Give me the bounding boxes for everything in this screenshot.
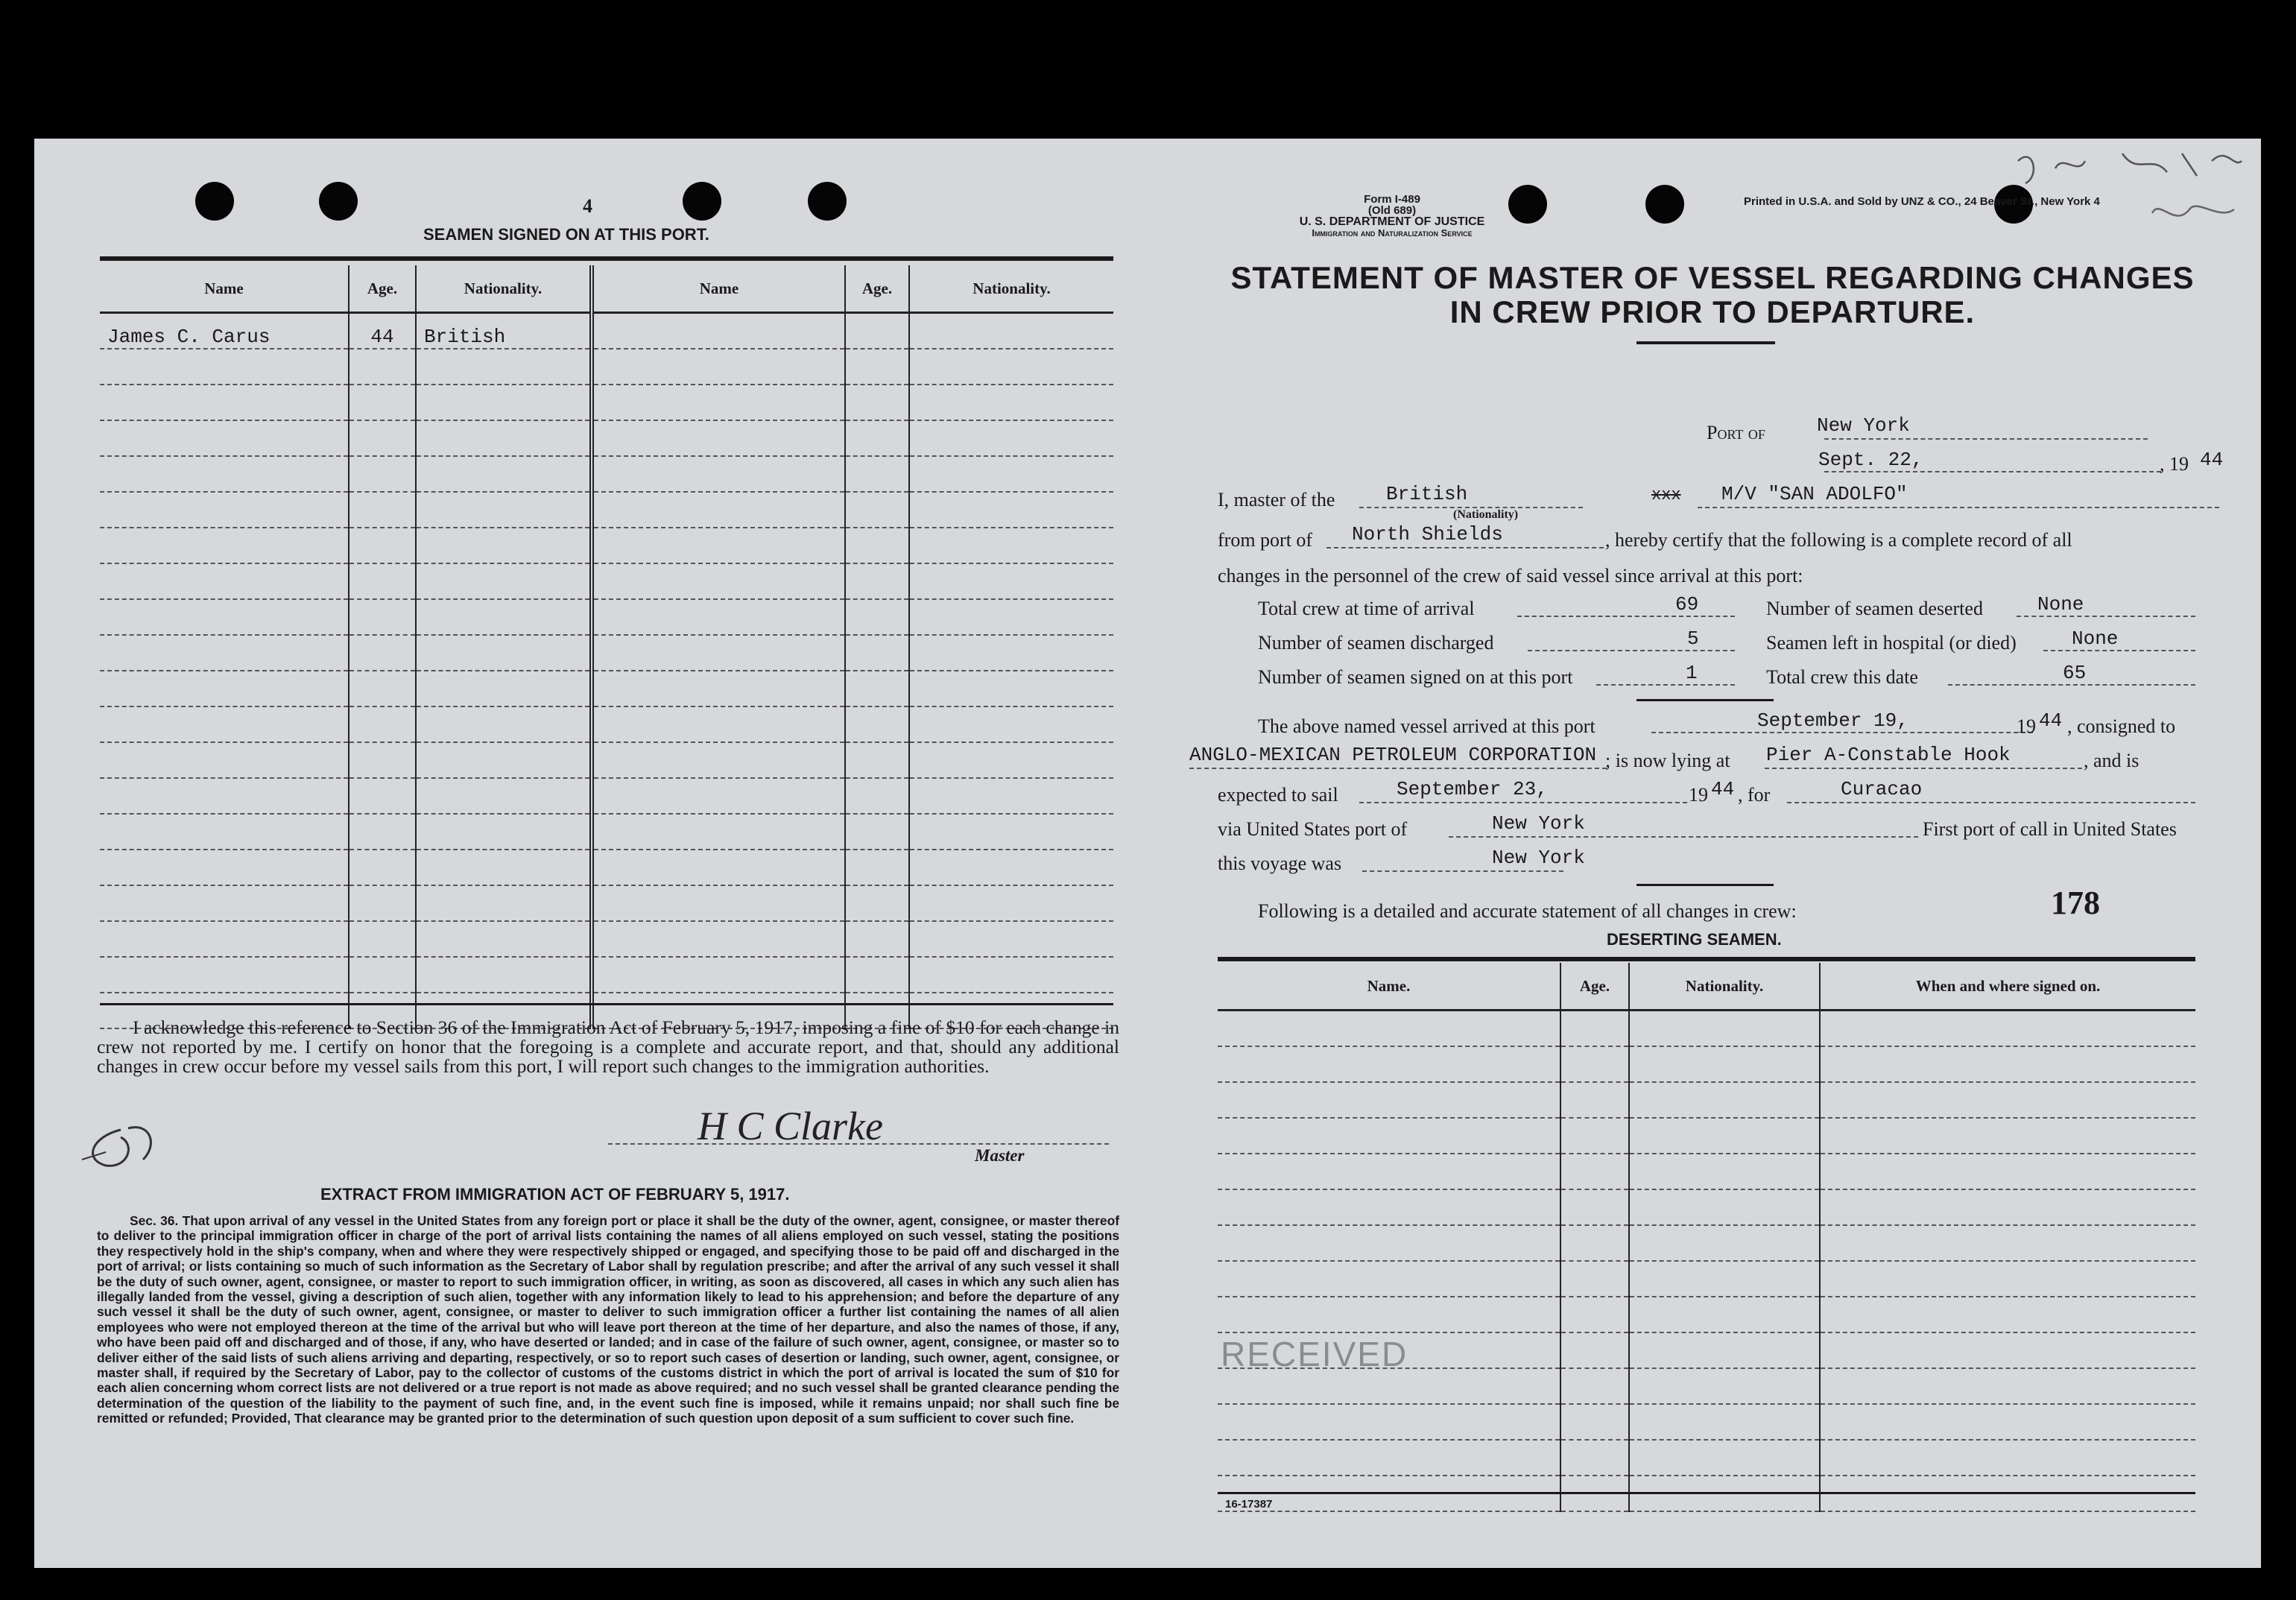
total-arrival-value: 69 <box>1675 593 1699 616</box>
column-header: Nationality. <box>973 279 1051 297</box>
form-number <box>1243 194 1541 238</box>
year-prefix: , 19 <box>2160 453 2189 475</box>
arrived-label: The above named vessel arrived at this port <box>1258 715 1596 737</box>
right-page <box>1154 139 2261 1568</box>
punch-hole <box>319 182 358 221</box>
column-header: Nationality. <box>1629 963 1820 1011</box>
and-is: , and is <box>2084 750 2140 771</box>
lying-value: Pier A-Constable Hook <box>1766 744 2011 766</box>
form-title <box>1213 261 2212 329</box>
via-label: via United States port of <box>1218 818 1408 840</box>
from-port-value: North Shields <box>1352 523 1503 546</box>
consignee-value: ANGLO-MEXICAN PETROLEUM CORPORATION <box>1189 744 1597 766</box>
hospital-label: Seamen left in hospital (or died) <box>1766 632 2017 654</box>
discharged-label: Number of seamen discharged <box>1258 632 1494 654</box>
page-number: 4 <box>583 195 592 217</box>
for-label: , for <box>1738 784 1771 806</box>
table-row <box>100 814 1113 850</box>
master-of-label: I, master of the <box>1218 489 1335 510</box>
punch-hole <box>808 182 847 221</box>
table-row <box>100 385 1113 420</box>
stats-rule <box>1636 699 1774 701</box>
voyage-line <box>1362 870 1563 872</box>
table-row <box>1218 1261 2195 1297</box>
table-row <box>1218 1082 2195 1118</box>
date-line <box>1824 471 2161 472</box>
title-line-1: STATEMENT OF MASTER OF VESSEL REGARDING CHANGES <box>1230 260 2195 295</box>
deserted-value: None <box>2037 593 2084 616</box>
column-header: Name <box>100 265 349 313</box>
department: U. S. DEPARTMENT OF JUSTICE <box>1299 215 1485 228</box>
signed-on-heading: SEAMEN SIGNED ON AT THIS PORT. <box>423 225 709 244</box>
certify-text: , hereby certify that the following is a complete record of all <box>1605 529 2072 551</box>
expected-label: expected to sail <box>1218 784 1338 806</box>
table-row <box>100 957 1113 993</box>
handwritten-mark <box>76 1115 173 1174</box>
consignee-line <box>1189 768 1607 769</box>
table-row <box>100 420 1113 456</box>
signed-on-table <box>100 265 1113 1029</box>
first-port-label: First port of call in United States <box>1923 818 2177 840</box>
voyage-value: New York <box>1492 847 1585 869</box>
arrived-19: 19 <box>2017 715 2036 737</box>
table-row <box>100 885 1113 921</box>
deserted-label: Number of seamen deserted <box>1766 598 1983 619</box>
expected-value: September 23, <box>1397 778 1548 800</box>
table-row <box>100 599 1113 635</box>
service: Immigration and Naturalization Service <box>1312 227 1473 238</box>
lying-label: ; is now lying at <box>1605 750 1730 771</box>
column-header: Name. <box>1218 963 1560 1011</box>
table-row <box>100 635 1113 671</box>
table-row <box>100 528 1113 563</box>
from-port-line <box>1326 547 1604 548</box>
voyage-rule <box>1636 884 1774 886</box>
expected-line <box>1359 802 1687 803</box>
table-row <box>100 706 1113 742</box>
received-stamp: RECEIVED <box>1221 1335 1408 1373</box>
total-date-value: 65 <box>2063 662 2087 684</box>
sheet-number: 178 <box>2051 885 2100 921</box>
table-row <box>1218 1118 2195 1154</box>
punch-hole <box>683 182 721 221</box>
table-row <box>1218 1297 2195 1332</box>
table-row <box>100 850 1113 885</box>
table-row <box>100 492 1113 528</box>
from-port-label: from port of <box>1218 529 1313 551</box>
port-label: Port of <box>1707 422 1765 443</box>
total-arrival-label: Total crew at time of arrival <box>1258 598 1475 619</box>
arrived-year: 44 <box>2039 709 2063 732</box>
deserting-bottom-rule <box>1218 1492 2195 1494</box>
hospital-value: None <box>2072 627 2119 650</box>
left-page <box>34 139 1155 1568</box>
handwritten-annotation <box>1973 139 2257 265</box>
lying-line <box>1765 768 2082 769</box>
column-header: When and where signed on. <box>1915 976 2101 995</box>
arrived-value: September 19, <box>1757 709 1908 732</box>
via-line <box>1449 836 1918 838</box>
seaman-nationality: British <box>416 313 592 350</box>
title-rule <box>1636 341 1775 344</box>
footer-code: 16-17387 <box>1225 1498 1273 1511</box>
table-row <box>100 778 1113 814</box>
table-row <box>100 671 1113 706</box>
table-row <box>100 563 1113 599</box>
extract-title: EXTRACT FROM IMMIGRATION ACT OF FEBRUARY 5, 1917. <box>320 1185 790 1204</box>
signed-on-value: 1 <box>1686 662 1698 684</box>
punch-hole <box>195 182 234 221</box>
deserting-table <box>1218 963 2195 1512</box>
extract-text: Sec. 36. That upon arrival of any vessel in the United States from any foreign port or place it shall be the duty of the owner, agent, consignee, or master thereof to deliver to the principal immigration officer in charge of the port of arrival lists containing the names of all aliens employed on such vessel, stating the positions they respectively hold in the ship's company, when and where they were respectively shipped or engaged, and specifying those to be paid off and discharged in the port of arrival; or lists containing so much of such information as the Secretary of Labor shall by regulation prescribe; and after the arrival of any such vessel it shall be the duty of such owner, agent, consignee, or master to report to such immigration officer, in writing, as soon as discovered, all cases in which any such alien has illegally landed from the vessel, giving a description of such alien, together with any information likely to lead to his apprehension; and before the departure of any such vessel it shall be the duty of such owner, agent, consignee, or master to deliver to such immigration officer a further list containing the names of all alien employees who were not employed thereon at the time of the arrival but who will leave port thereon at the time of her departure, and also the names of those, if any, who have been paid off and discharged and of those, if any, who have deserted or landed; and in case of the failure of such owner, agent, consignee, or master so to deliver either of the said lists of such aliens arriving and departing, respectively, or so to report such cases of desertion or landing, such owner, agent, consignee, or master shall, if required by the Secretary of Labor, pay to the collector of customs of the customs district in which the port of arrival is located the sum of $10 for each alien concerning whom correct lists are not delivered or a true report is not made as above required; and no such vessel shall be granted clearance pending the determination of the question of the liability to the payment of such fine, and, in the event such fine is imposed, while it remains unpaid; nor shall such fine be remitted or refunded; Provided, That clearance may be granted prior to the determination of such question upon deposit of a sum sufficient to cover such fine. <box>97 1213 1119 1426</box>
table-row <box>100 313 1113 350</box>
discharged-value: 5 <box>1687 627 1699 650</box>
column-header: Name <box>592 265 845 313</box>
port-value: New York <box>1817 414 1910 437</box>
master-signature: H C Clarke <box>698 1104 883 1148</box>
for-value: Curacao <box>1841 778 1923 800</box>
signature-line <box>608 1143 1109 1145</box>
table-row <box>1218 1011 2195 1047</box>
total-date-line <box>1948 684 2195 686</box>
table-row <box>100 921 1113 957</box>
for-line <box>1787 802 2195 803</box>
form-no: Form I-489 <box>1364 193 1420 206</box>
table-row <box>1218 1404 2195 1440</box>
table-row <box>100 456 1113 492</box>
port-line <box>1824 438 2148 440</box>
nationality-value: British <box>1386 483 1468 505</box>
voyage-label: this voyage was <box>1218 853 1342 874</box>
via-value: New York <box>1492 812 1585 835</box>
discharged-line <box>1528 650 1735 651</box>
vessel-line <box>1698 507 2219 508</box>
table-row <box>1218 1225 2195 1261</box>
signed-on-label: Number of seamen signed on at this port <box>1258 666 1573 688</box>
hospital-line <box>2043 650 2195 651</box>
deserting-top-rule <box>1218 957 2195 961</box>
table-row <box>1218 1440 2195 1476</box>
table-row <box>1218 1154 2195 1189</box>
table-row <box>100 742 1113 778</box>
seaman-name: James C. Carus <box>100 313 349 350</box>
printer-note: Printed in U.S.A. and Sold by UNZ & CO., 24 Beaver St., New York 4 <box>1744 195 2100 208</box>
column-header: Age. <box>845 265 909 313</box>
following-text: Following is a detailed and accurate statement of all changes in crew: <box>1258 900 1797 922</box>
seaman-age: 44 <box>349 313 416 350</box>
expected-19: 19 <box>1689 784 1708 806</box>
punch-hole <box>1645 185 1684 224</box>
deserted-line <box>2017 616 2195 617</box>
form-old: (Old 689) <box>1367 204 1417 217</box>
column-header: Nationality. <box>416 265 592 313</box>
total-arrival-line <box>1517 616 1735 617</box>
date-value: Sept. 22, <box>1818 449 1923 471</box>
deserting-heading: DESERTING SEAMEN. <box>1607 930 1782 949</box>
table-row <box>1218 1046 2195 1082</box>
acknowledgment-text: I acknowledge this reference to Section 36 of the Immigration Act of February 5, 1917, imposing a fine of $10 for each change in crew not reported by me. I certify on honor that the foregoing is a complete and accurate report, and that, should any additional changes in crew occur before my vessel sails from this port, I will report such changes to the immigration authorities. <box>97 1016 1119 1077</box>
title-line-2: IN CREW PRIOR TO DEPARTURE. <box>1449 294 1976 329</box>
column-header: Age. <box>349 265 416 313</box>
arrived-line <box>1651 732 2033 733</box>
vessel-value: M/V "SAN ADOLFO" <box>1721 483 1908 505</box>
year-value: 44 <box>2200 449 2224 471</box>
nationality-caption: (Nationality) <box>1453 508 1519 521</box>
struck-word: xxx <box>1651 486 1681 505</box>
table-top-rule <box>100 256 1113 261</box>
master-label: Master <box>975 1146 1025 1165</box>
column-header: Age. <box>1560 963 1629 1011</box>
table-row <box>100 349 1113 385</box>
expected-year: 44 <box>1711 778 1735 800</box>
table-bottom-rule <box>100 1003 1113 1005</box>
signed-on-line <box>1596 684 1735 686</box>
changes-text: changes in the personnel of the crew of said vessel since arrival at this port: <box>1218 565 1803 586</box>
consigned-label: , consigned to <box>2067 715 2176 737</box>
table-row <box>1218 1189 2195 1225</box>
total-date-label: Total crew this date <box>1766 666 1918 688</box>
